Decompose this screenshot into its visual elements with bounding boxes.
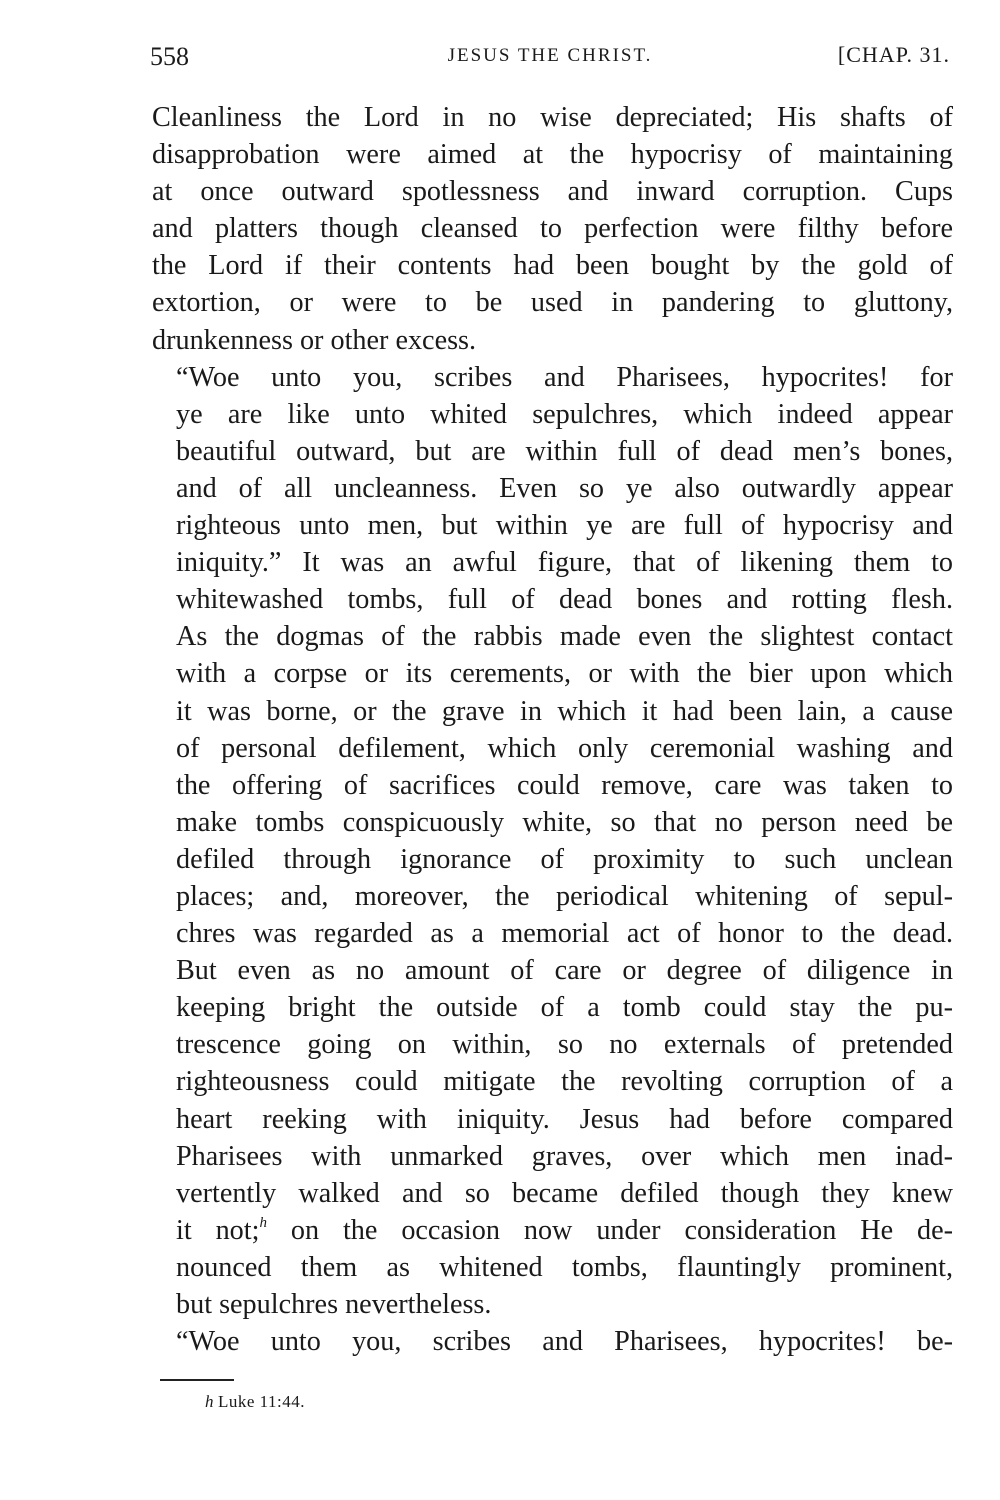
text-line: whitewashed tombs, full of dead bones and rotting flesh.	[176, 584, 953, 616]
footnote-reference[interactable]: h	[259, 1214, 267, 1231]
page-number: 558	[150, 42, 189, 71]
text-line: As the dogmas of the rabbis made even the slightest contact	[176, 621, 953, 653]
text-line: righteousness could mitigate the revolting corruption of a	[176, 1066, 953, 1098]
text-line: ye are like unto whited sepulchres, which indeed appear	[176, 398, 953, 430]
text-line: the offering of sacrifices could remove, care was taken to	[176, 769, 953, 801]
text-line: with a corpse or its cerements, or with the bier upon which	[176, 658, 953, 690]
text-line: of personal defilement, which only ceremonial washing and	[176, 732, 953, 764]
paragraph-woe-continued	[152, 1323, 953, 1360]
text-line: Pharisees with unmarked graves, over which men inad-	[176, 1140, 953, 1172]
paragraph-cleanliness	[152, 99, 953, 359]
text-line: at once outward spotlessness and inward corruption. Cups	[152, 176, 953, 208]
text-fragment: it not;	[176, 1214, 260, 1246]
text-fragment: on the occasion now under consideration He de-	[266, 1214, 953, 1246]
text-line: nounced them as whitened tombs, flauntingly prominent,	[176, 1251, 953, 1283]
text-line: but sepulchres nevertheless.	[176, 1289, 492, 1320]
body-text	[152, 99, 953, 1360]
text-line: it was borne, or the grave in which it had been lain, a cause	[176, 695, 953, 727]
text-line: drunkenness or other excess.	[152, 324, 477, 356]
chapter-reference: [CHAP. 31.	[837, 42, 950, 67]
running-head	[150, 42, 950, 78]
text-line: keeping bright the outside of a tomb could stay the pu-	[176, 992, 953, 1024]
text-line: chres was regarded as a memorial act of honor to the dead.	[176, 918, 953, 950]
text-line: and platters though cleansed to perfection were filthy before	[152, 213, 953, 245]
text-line: trescence going on within, so no externals of pretended	[176, 1029, 953, 1061]
text-line: “Woe unto you, scribes and Pharisees, hypocrites! for	[176, 361, 953, 393]
text-line: defiled through ignorance of proximity to such unclean	[176, 843, 953, 875]
text-line: make tombs conspicuously white, so that no person need be	[176, 806, 953, 838]
footnote	[205, 1392, 305, 1412]
footnote-text: Luke 11:44.	[218, 1392, 306, 1411]
book-title: JESUS THE CHRIST.	[447, 45, 653, 66]
text-line: places; and, moreover, the periodical whitening of sepul-	[176, 880, 953, 912]
text-line: But even as no amount of care or degree of diligence in	[176, 955, 953, 987]
text-line: heart reeking with iniquity. Jesus had before compared	[176, 1103, 953, 1135]
text-line: the Lord if their contents had been bought by the gold of	[152, 250, 953, 282]
text-line: disapprobation were aimed at the hypocrisy of maintaining	[152, 139, 953, 171]
text-line: beautiful outward, but are within full of dead men’s bones,	[176, 435, 953, 467]
footnote-mark: h	[205, 1392, 214, 1411]
text-line: iniquity.” It was an awful figure, that of likening them to	[176, 547, 953, 579]
text-line: and of all uncleanness. Even so ye also outwardly appear	[176, 472, 953, 504]
text-line: extortion, or were to be used in pandering to gluttony,	[152, 287, 953, 319]
text-line: Cleanliness the Lord in no wise depreciated; His shafts of	[152, 102, 953, 133]
text-line: righteous unto men, but within ye are full of hypocrisy and	[176, 510, 953, 542]
text-line: vertently walked and so became defiled though they knew	[176, 1177, 953, 1209]
paragraph-whited-sepulchres	[152, 359, 953, 1323]
text-line-with-note	[152, 1212, 953, 1249]
text-line: “Woe unto you, scribes and Pharisees, hypocrites! be-	[176, 1326, 953, 1358]
footnote-rule	[160, 1379, 234, 1381]
